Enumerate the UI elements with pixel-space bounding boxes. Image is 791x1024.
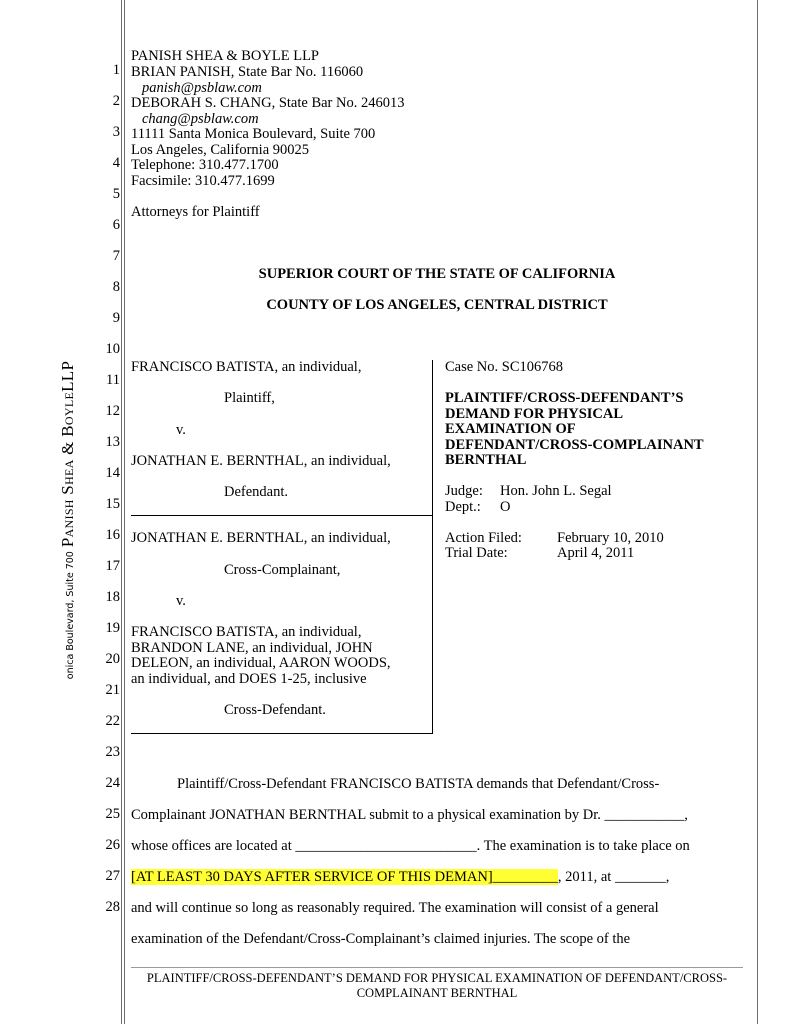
right-margin-rule (757, 0, 758, 1024)
attorney-2: DEBORAH S. CHANG, State Bar No. 246013 (131, 95, 405, 111)
body-line-4-rest: , 2011, at _______, (557, 869, 670, 885)
plaintiff-role: Plaintiff, (224, 390, 275, 406)
defendant-role: Defendant. (224, 484, 289, 500)
plaintiff-name: FRANCISCO BATISTA, an individual, (131, 359, 362, 375)
line-number: 25 (105, 806, 120, 822)
line-number: 2 (112, 93, 120, 109)
line-number: 7 (112, 248, 120, 264)
sidebar-address: onica Boulevard, Suite 700 (65, 551, 76, 680)
sidebar-firm-name: Panish Shea & BoyleLLP (58, 360, 77, 548)
document-title-line-4: DEFENDANT/CROSS-COMPLAINANT (445, 437, 704, 453)
caption-divider (131, 515, 433, 516)
firm-telephone: Telephone: 310.477.1700 (131, 157, 279, 173)
court-county: COUNTY OF LOS ANGELES, CENTRAL DISTRICT (266, 297, 608, 313)
line-number: 9 (112, 310, 120, 326)
cross-complainant-name: JONATHAN E. BERNTHAL, an individual, (131, 530, 391, 546)
attorneys-for: Attorneys for Plaintiff (131, 204, 260, 220)
trial-date-label: Trial Date: (445, 545, 508, 561)
line-number: 17 (105, 558, 120, 574)
document-title-line-2: DEMAND FOR PHYSICAL (445, 406, 624, 422)
attorney-1: BRIAN PANISH, State Bar No. 116060 (131, 64, 364, 80)
line-number: 3 (112, 124, 120, 140)
caption-vertical-rule (432, 360, 433, 734)
line-number: 5 (112, 186, 120, 202)
dept-value: O (500, 499, 511, 515)
line-number: 23 (105, 744, 120, 760)
line-number: 27 (105, 868, 120, 884)
trial-date-value: April 4, 2011 (557, 545, 635, 561)
cross-complainant-role: Cross-Complainant, (224, 562, 341, 578)
body-line-1: Plaintiff/Cross-Defendant FRANCISCO BATISTA demands that Defendant/Cross- (177, 776, 660, 792)
line-number: 18 (105, 589, 120, 605)
footer-line-2: COMPLAINANT BERNTHAL (356, 986, 518, 1000)
line-number: 11 (106, 372, 120, 388)
sidebar-firm-label (58, 361, 78, 679)
footer-rule (131, 967, 743, 968)
firm-facsimile: Facsimile: 310.477.1699 (131, 173, 275, 189)
document-title-line-3: EXAMINATION OF (445, 421, 576, 437)
cross-defendants-line-4: an individual, and DOES 1-25, inclusive (131, 671, 367, 687)
body-line-2: Complainant JONATHAN BERNTHAL submit to a physical examination by Dr. ___________, (131, 807, 688, 823)
footer-line-1: PLAINTIFF/CROSS-DEFENDANT’S DEMAND FOR PHYSICAL EXAMINATION OF DEFENDANT/CROSS- (146, 971, 728, 985)
court-name: SUPERIOR COURT OF THE STATE OF CALIFORNIA (258, 266, 616, 282)
body-line-6: examination of the Defendant/Cross-Complainant’s claimed injuries. The scope of the (131, 931, 631, 947)
line-number: 19 (105, 620, 120, 636)
firm-address-1: 11111 Santa Monica Boulevard, Suite 700 (131, 126, 376, 142)
document-title-line-1: PLAINTIFF/CROSS-DEFENDANT’S (445, 390, 684, 406)
line-number: 13 (105, 434, 120, 450)
line-number: 8 (112, 279, 120, 295)
line-number: 21 (105, 682, 120, 698)
versus-1: v. (176, 422, 186, 438)
line-number: 26 (105, 837, 120, 853)
cross-defendants-line-2: BRANDON LANE, an individual, JOHN (131, 640, 373, 656)
left-margin-rule-outer (121, 0, 122, 1024)
attorney-1-email: panish@psblaw.com (142, 80, 262, 96)
body-line-4 (131, 869, 669, 886)
line-number: 22 (105, 713, 120, 729)
line-number: 15 (105, 496, 120, 512)
line-number: 10 (105, 341, 120, 357)
line-number: 24 (105, 775, 120, 791)
judge-value: Hon. John L. Segal (500, 483, 612, 499)
cross-defendants-line-3: DELEON, an individual, AARON WOODS, (131, 655, 391, 671)
versus-2: v. (176, 593, 186, 609)
document-title-line-5: BERNTHAL (445, 452, 527, 468)
line-number: 4 (112, 155, 120, 171)
line-number: 1 (112, 62, 120, 78)
line-number: 6 (112, 217, 120, 233)
action-filed-value: February 10, 2010 (557, 530, 664, 546)
line-number: 12 (105, 403, 120, 419)
judge-label: Judge: (445, 483, 483, 499)
line-number: 20 (105, 651, 120, 667)
body-line-3: whose offices are located at _________________________. The examination is to take place on (131, 838, 690, 854)
attorney-2-email: chang@psblaw.com (142, 111, 259, 127)
defendant-name: JONATHAN E. BERNTHAL, an individual, (131, 453, 391, 469)
cross-defendant-role: Cross-Defendant. (224, 702, 326, 718)
body-line-5: and will continue so long as reasonably required. The examination will consist of a general (131, 900, 659, 916)
line-number: 16 (105, 527, 120, 543)
line-number: 28 (105, 899, 120, 915)
action-filed-label: Action Filed: (445, 530, 522, 546)
highlighted-placeholder: [AT LEAST 30 DAYS AFTER SERVICE OF THIS DEMAN]_________ (131, 869, 558, 885)
left-margin-rule-inner (124, 0, 125, 1024)
firm-name: PANISH SHEA & BOYLE LLP (131, 48, 319, 64)
firm-address-2: Los Angeles, California 90025 (131, 142, 310, 158)
dept-label: Dept.: (445, 499, 481, 515)
case-number: Case No. SC106768 (445, 359, 564, 375)
line-number: 14 (105, 465, 120, 481)
caption-bottom-rule (131, 733, 433, 734)
cross-defendants-line-1: FRANCISCO BATISTA, an individual, (131, 624, 362, 640)
